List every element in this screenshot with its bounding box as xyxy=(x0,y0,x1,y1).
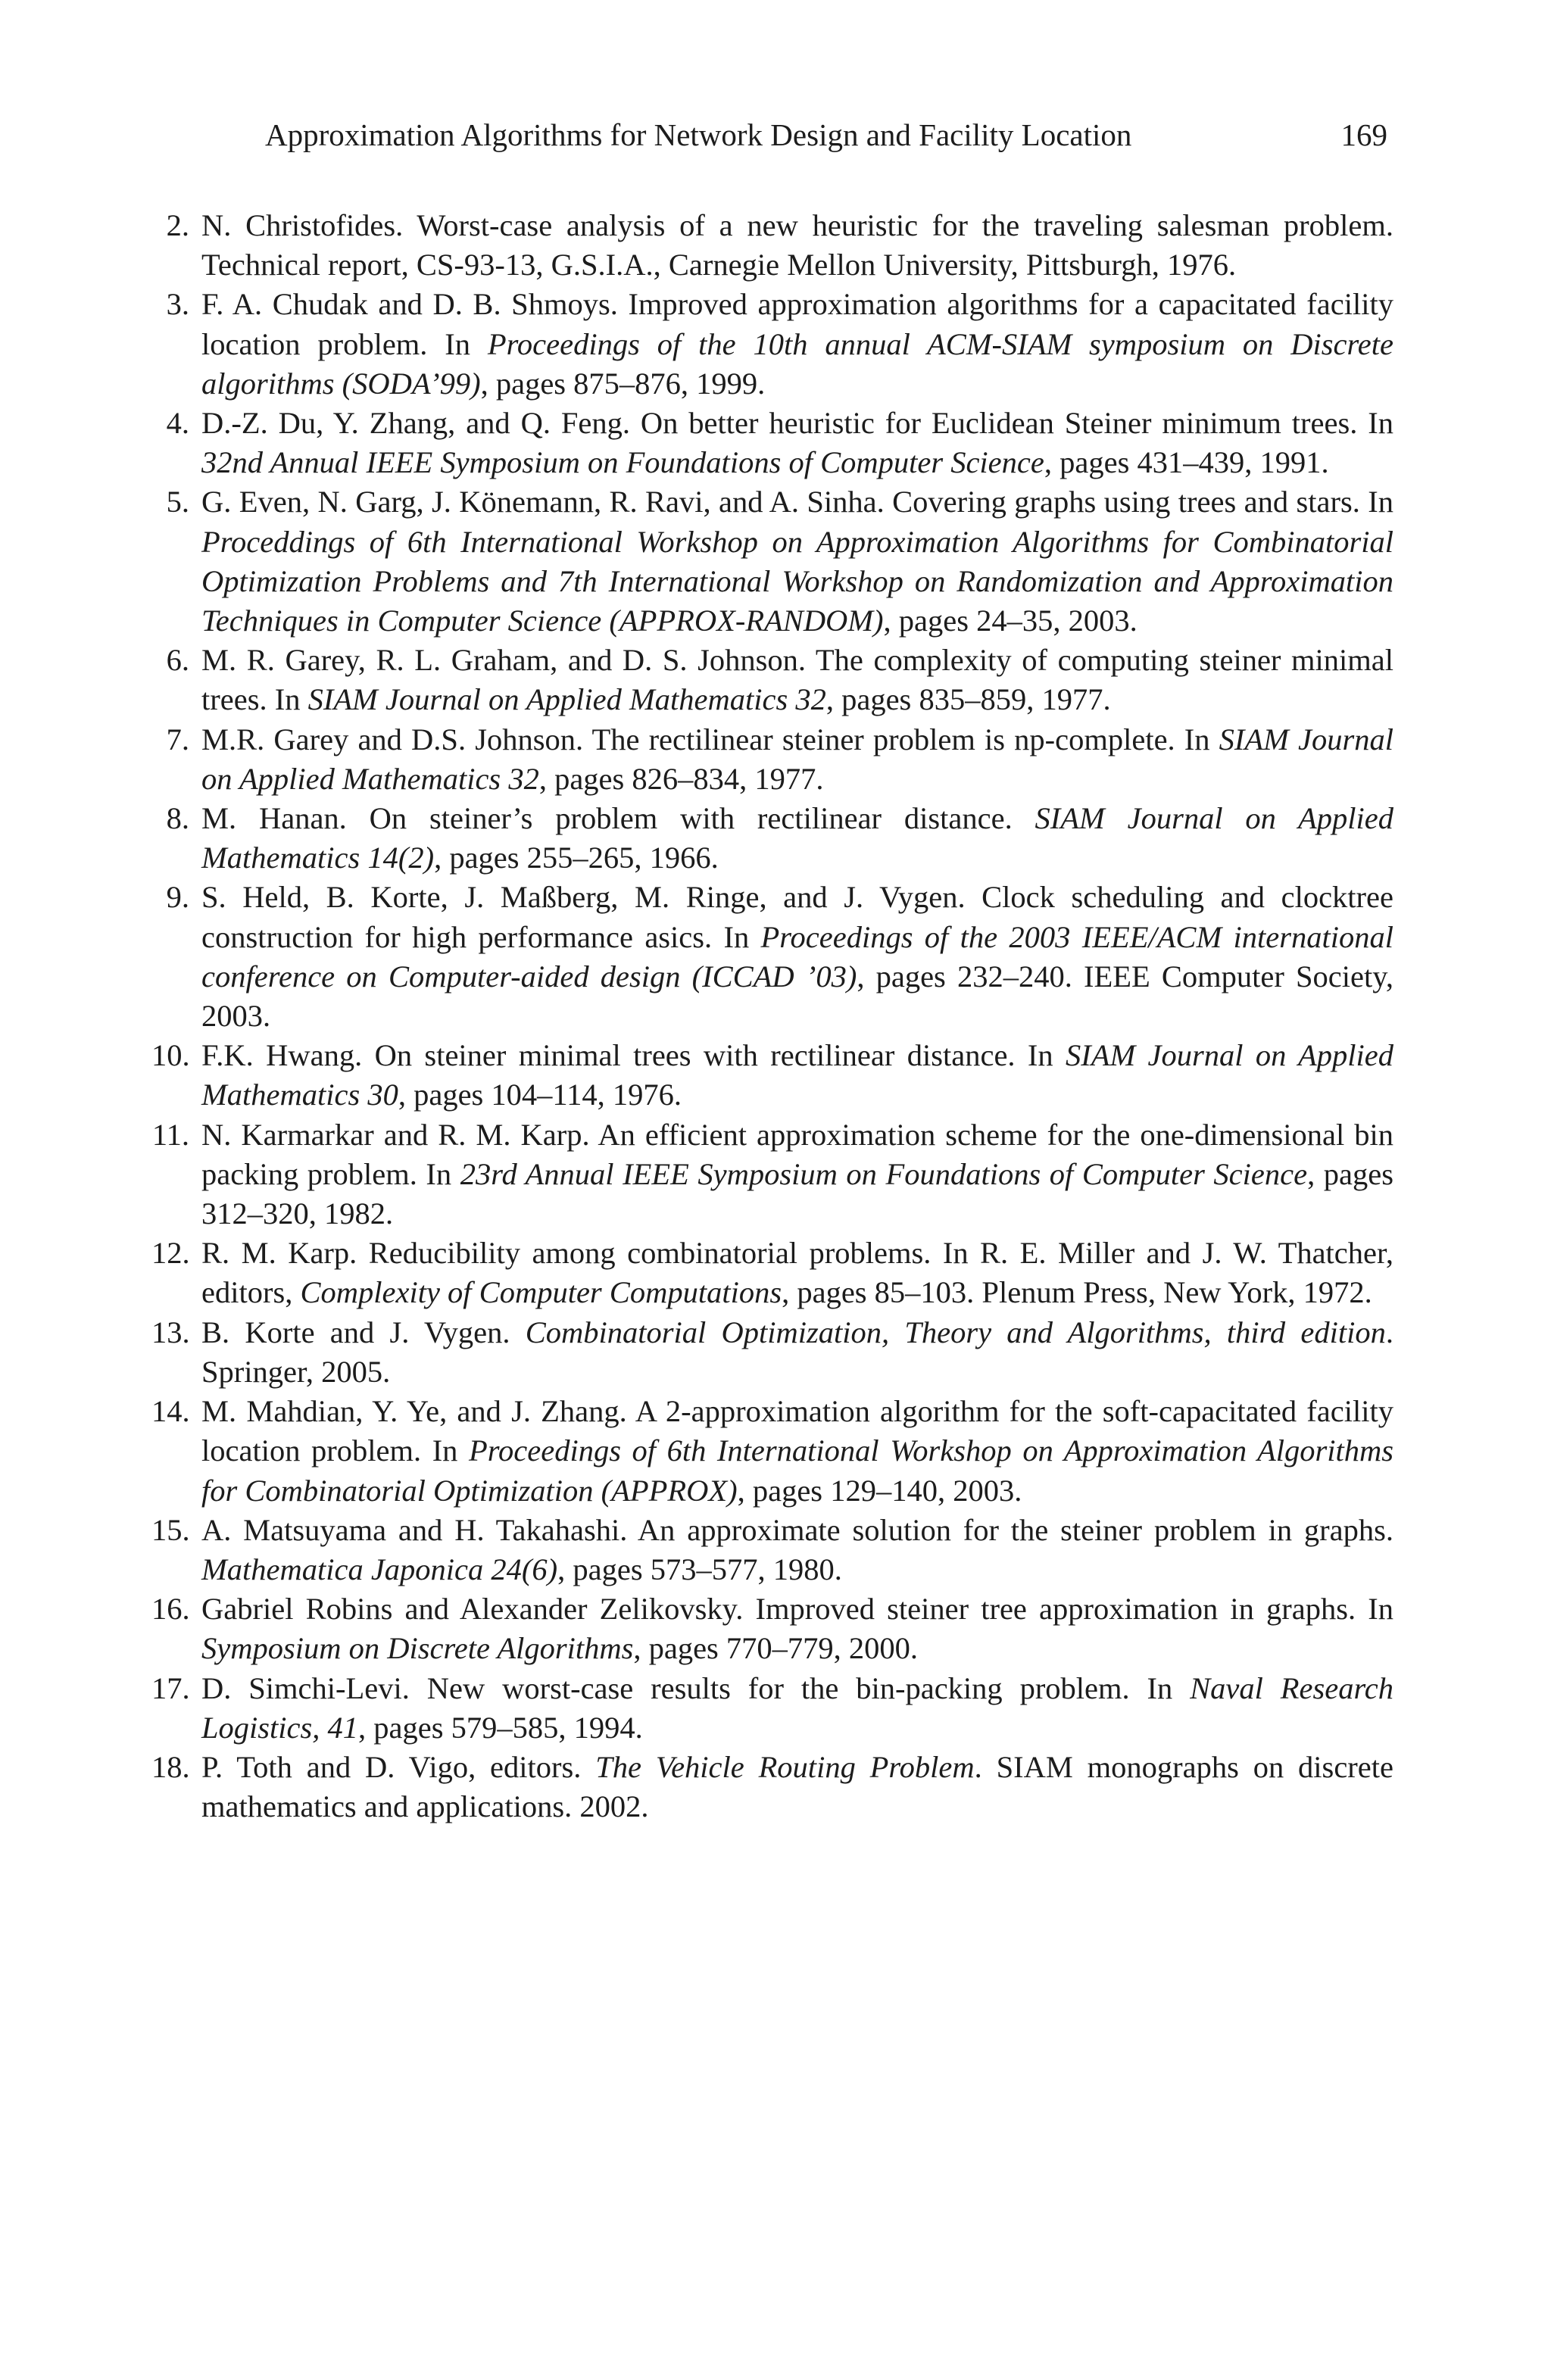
reference-text-segment: B. Korte and J. Vygen. xyxy=(201,1315,526,1349)
reference-text-segment: , pages 129–140, 2003. xyxy=(737,1473,1022,1508)
reference-text-segment: , pages 104–114, 1976. xyxy=(398,1078,682,1112)
reference-text xyxy=(201,641,1393,719)
reference-item xyxy=(151,1511,1393,1589)
reference-number: 3. xyxy=(166,287,189,322)
reference-item xyxy=(151,1392,1393,1511)
reference-item xyxy=(151,1036,1393,1115)
reference-number: 18. xyxy=(151,1749,190,1784)
reference-text xyxy=(201,1589,1393,1668)
reference-text-segment: D.-Z. Du, Y. Zhang, and Q. Feng. On better heuristic for Euclidean Steiner minimum trees. In xyxy=(201,406,1393,441)
reference-number: 13. xyxy=(151,1315,190,1349)
reference-number: 16. xyxy=(151,1592,190,1627)
reference-text xyxy=(201,720,1393,799)
reference-venue-italic: Symposium on Discrete Algorithms xyxy=(201,1631,634,1666)
reference-number: 6. xyxy=(166,643,189,678)
reference-text-segment: , pages 835–859, 1977. xyxy=(825,682,1111,717)
reference-item xyxy=(151,1669,1393,1748)
reference-number: 4. xyxy=(166,406,189,441)
reference-list xyxy=(151,206,1393,1826)
reference-item xyxy=(151,404,1393,482)
reference-text-segment: , pages 255–265, 1966. xyxy=(434,841,719,875)
reference-text-segment: , pages 312–320, 1982. xyxy=(201,1156,1393,1231)
reference-item xyxy=(151,206,1393,285)
reference-text-segment: , pages 431–439, 1991. xyxy=(1044,445,1329,480)
reference-text-segment: , pages 579–585, 1994. xyxy=(358,1710,643,1745)
reference-text-segment: , pages 875–876, 1999. xyxy=(480,366,766,401)
reference-number: 11. xyxy=(151,1117,189,1152)
reference-text-segment: F. A. Chudak and D. B. Shmoys. Improved approximation algorithms for a capacitated facility location problem. In xyxy=(201,287,1393,361)
reference-item xyxy=(151,878,1393,1036)
reference-text xyxy=(201,1234,1393,1312)
reference-venue-italic: SIAM Journal on Applied Mathematics 14(2) xyxy=(201,801,1393,875)
reference-text xyxy=(201,878,1393,1036)
reference-text xyxy=(201,1669,1393,1748)
reference-text xyxy=(201,404,1393,482)
reference-venue-italic: Mathematica Japonica 24(6) xyxy=(201,1552,558,1586)
reference-number: 15. xyxy=(151,1512,190,1547)
reference-text-segment: F.K. Hwang. On steiner minimal trees with rectilinear distance. In xyxy=(201,1038,1066,1073)
reference-text xyxy=(201,1313,1393,1392)
reference-venue-italic: Naval Research Logistics, 41 xyxy=(201,1670,1393,1745)
reference-item xyxy=(151,1748,1393,1826)
reference-text xyxy=(201,799,1393,878)
reference-venue-italic: Proceddings of 6th International Workshop on Approximation Algorithms for Combinatorial Optimization Problems and 7th International Workshop on Randomization and Approximation Techniques in Computer Science (APPROX-RANDOM) xyxy=(201,524,1393,638)
reference-text-segment: M.R. Garey and D.S. Johnson. The rectilinear steiner problem is np-complete. In xyxy=(201,722,1219,756)
reference-text xyxy=(201,1036,1393,1115)
reference-number: 2. xyxy=(166,208,189,242)
reference-venue-italic: 32nd Annual IEEE Symposium on Foundations of Computer Science xyxy=(201,445,1044,480)
reference-text-segment: M. R. Garey, R. L. Graham, and D. S. Johnson. The complexity of computing steiner minimal trees. In xyxy=(201,643,1393,717)
reference-text xyxy=(201,206,1393,285)
reference-item xyxy=(151,641,1393,719)
reference-text-segment: N. Christofides. Worst-case analysis of a new heuristic for the traveling salesman problem. Technical report, CS-93-13, G.S.I.A., Carnegie Mellon University, Pittsburgh, 1976. xyxy=(201,208,1393,282)
reference-text-segment: M. Mahdian, Y. Ye, and J. Zhang. A 2-approximation algorithm for the soft-capacitated facility location problem. In xyxy=(201,1394,1393,1468)
reference-text-segment: M. Hanan. On steiner’s problem with rectilinear distance. xyxy=(201,801,1035,836)
reference-venue-italic: Proceedings of the 10th annual ACM-SIAM symposium on Discrete algorithms (SODA’99) xyxy=(201,326,1393,401)
reference-number: 9. xyxy=(166,880,189,915)
reference-item xyxy=(151,285,1393,404)
reference-item xyxy=(151,1589,1393,1668)
reference-item xyxy=(151,482,1393,641)
reference-number: 5. xyxy=(166,485,189,519)
reference-text-segment: D. Simchi-Levi. New worst-case results for the bin-packing problem. In xyxy=(201,1670,1191,1705)
reference-item xyxy=(151,799,1393,878)
reference-venue-italic: 23rd Annual IEEE Symposium on Foundations of Computer Science xyxy=(460,1156,1308,1191)
reference-item xyxy=(151,720,1393,799)
reference-number: 8. xyxy=(166,801,189,836)
reference-number: 17. xyxy=(151,1670,190,1705)
reference-number: 10. xyxy=(151,1038,190,1073)
reference-venue-italic: The Vehicle Routing Problem xyxy=(595,1749,975,1784)
reference-venue-italic: Complexity of Computer Computations xyxy=(300,1275,782,1310)
reference-text xyxy=(201,285,1393,404)
reference-text-segment: . SIAM monographs on discrete mathematics and applications. 2002. xyxy=(201,1749,1393,1824)
reference-venue-italic: SIAM Journal on Applied Mathematics 30 xyxy=(201,1038,1393,1112)
reference-item xyxy=(151,1313,1393,1392)
reference-item xyxy=(151,1234,1393,1312)
reference-text-segment: , pages 24–35, 2003. xyxy=(883,604,1138,638)
reference-venue-italic: Proceedings of the 2003 IEEE/ACM international conference on Computer-aided design (ICCAD ’03) xyxy=(201,919,1393,993)
running-title: Approximation Algorithms for Network Design and Facility Location xyxy=(265,117,1132,152)
reference-text-segment: , pages 573–577, 1980. xyxy=(557,1552,842,1586)
reference-text-segment: P. Toth and D. Vigo, editors. xyxy=(201,1749,596,1784)
reference-text-segment: . Springer, 2005. xyxy=(201,1315,1393,1389)
reference-text-segment: Gabriel Robins and Alexander Zelikovsky. Improved steiner tree approximation in graphs. In xyxy=(201,1592,1393,1627)
reference-text xyxy=(201,1748,1393,1826)
page-number: 169 xyxy=(1340,117,1387,152)
reference-item xyxy=(151,1115,1393,1234)
reference-text xyxy=(201,482,1393,641)
reference-text-segment: R. M. Karp. Reducibility among combinatorial problems. In R. E. Miller and J. W. Thatcher, editors, xyxy=(201,1236,1393,1310)
reference-venue-italic: SIAM Journal on Applied Mathematics 32 xyxy=(307,682,826,717)
reference-venue-italic: Proceedings of 6th International Workshop on Approximation Algorithms for Combinatorial Optimization (APPROX) xyxy=(201,1433,1393,1508)
reference-text xyxy=(201,1392,1393,1511)
reference-text-segment: , pages 826–834, 1977. xyxy=(538,761,824,796)
reference-text-segment: , pages 85–103. Plenum Press, New York, 1972. xyxy=(782,1275,1372,1310)
running-head xyxy=(198,114,1393,156)
reference-text xyxy=(201,1115,1393,1234)
reference-venue-italic: Combinatorial Optimization, Theory and Algorithms, third edition xyxy=(525,1315,1386,1349)
reference-number: 12. xyxy=(151,1236,190,1271)
reference-text-segment: , pages 770–779, 2000. xyxy=(633,1631,919,1666)
reference-text-segment: S. Held, B. Korte, J. Maßberg, M. Ringe, and J. Vygen. Clock scheduling and clocktree construction for high performance asics. In xyxy=(201,880,1393,954)
reference-venue-italic: SIAM Journal on Applied Mathematics 32 xyxy=(201,722,1393,796)
reference-number: 14. xyxy=(151,1394,190,1429)
reference-number: 7. xyxy=(166,722,189,756)
reference-text-segment: , pages 232–240. IEEE Computer Society, 2003. xyxy=(201,959,1393,1034)
reference-text-segment: A. Matsuyama and H. Takahashi. An approximate solution for the steiner problem in graphs. xyxy=(201,1512,1393,1547)
reference-text-segment: G. Even, N. Garg, J. Könemann, R. Ravi, and A. Sinha. Covering graphs using trees and stars. In xyxy=(201,485,1393,519)
reference-text-segment: N. Karmarkar and R. M. Karp. An efficient approximation scheme for the one-dimensional bin packing problem. In xyxy=(201,1117,1393,1191)
reference-text xyxy=(201,1511,1393,1589)
